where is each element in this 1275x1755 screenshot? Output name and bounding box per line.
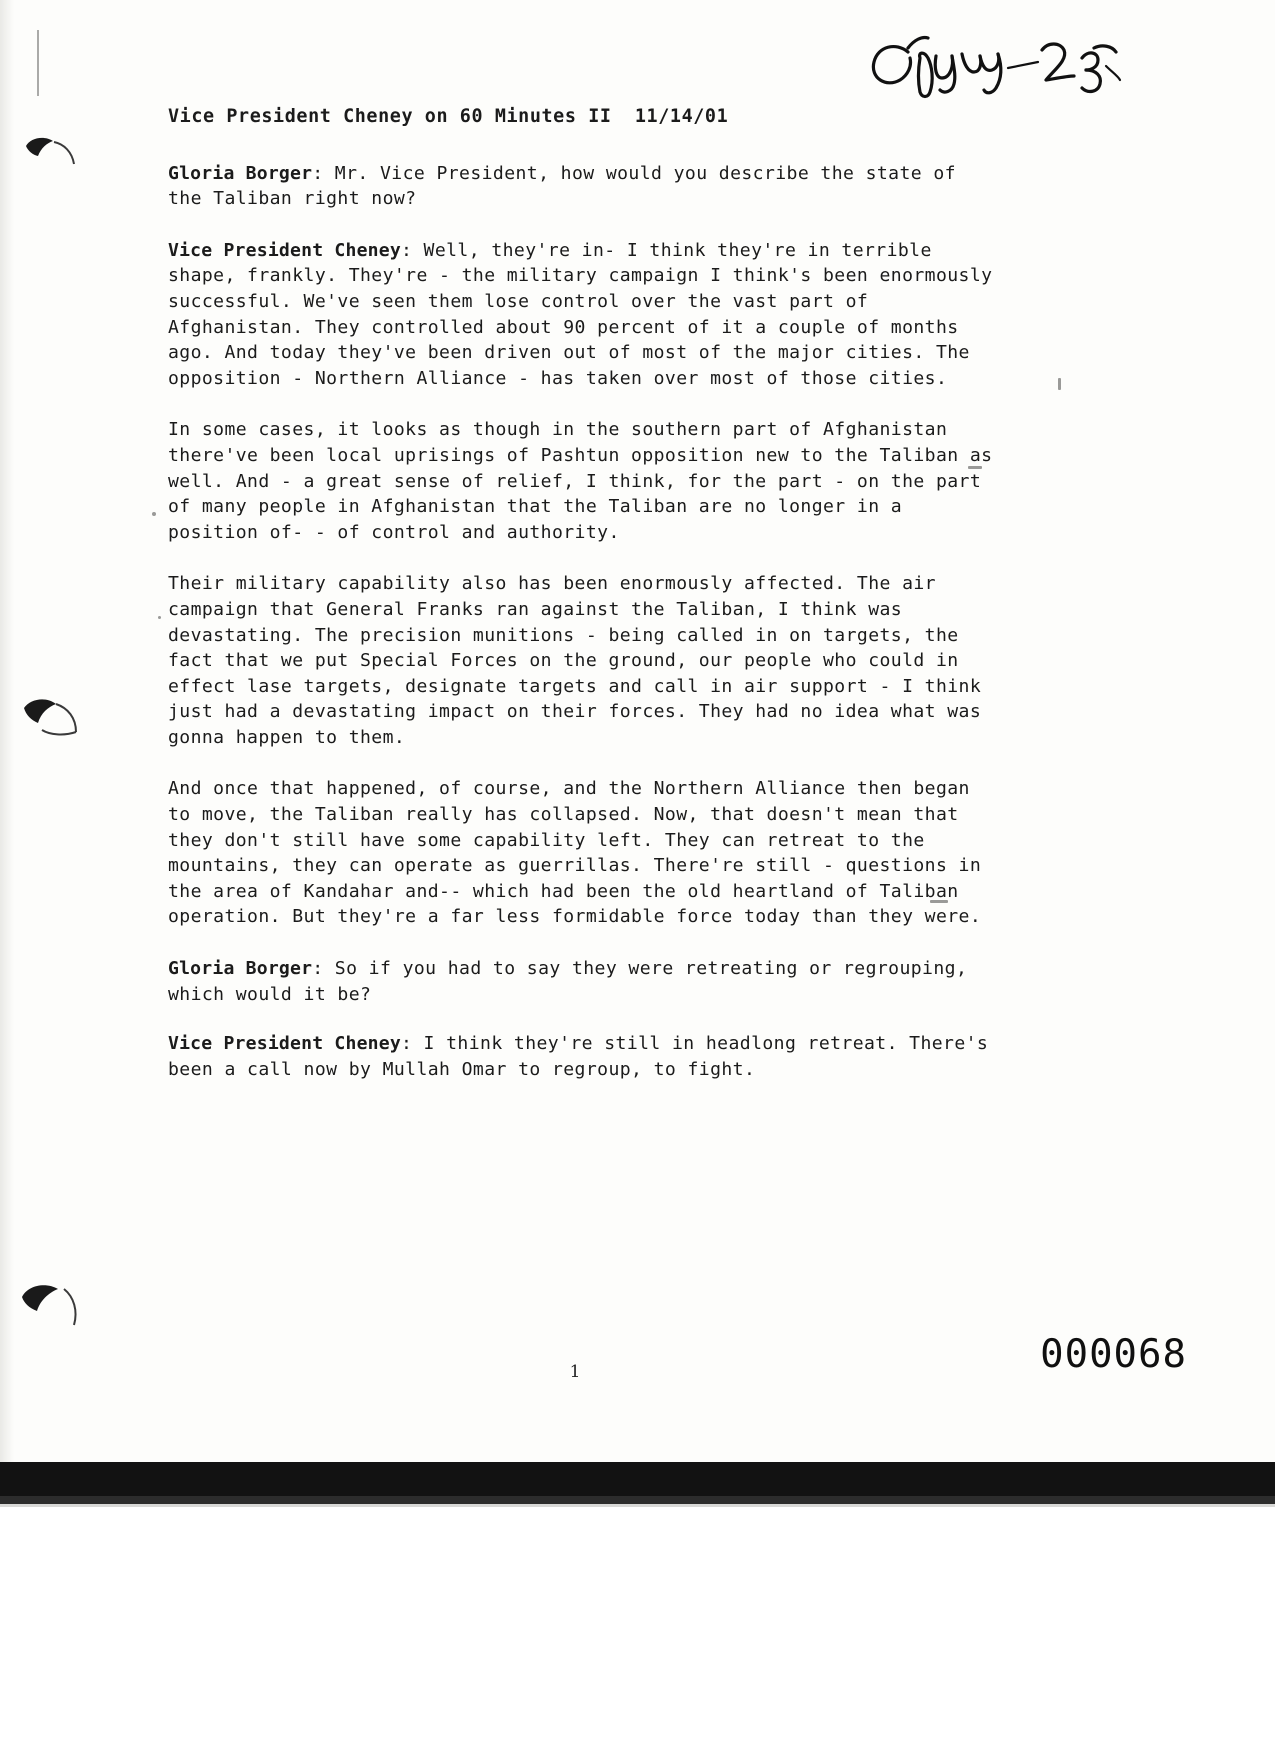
- document-title: Vice President Cheney on 60 Minutes II 11/14/01: [168, 106, 729, 127]
- transcript-entry: [168, 238, 1004, 392]
- transcript-entry: [168, 776, 998, 930]
- scan-speckle: [1058, 378, 1061, 390]
- speaker-label: Vice President Cheney: [168, 1033, 401, 1055]
- speech-text: And once that happened, of course, and the Northern Alliance then began to move, the Taliban really has collapsed. Now, that doesn't mean that they don't still have some capability left. They can retreat to the mountains, they can operate as guerrillas. There're still - questions in the area of Kandahar and-- which had been the old heartland of Taliban operation. But they're a far less formidable force today than they were.: [168, 778, 993, 928]
- transcript-entry: [168, 417, 1004, 545]
- hole-punch-mark-top: [20, 130, 82, 182]
- speech-text: Their military capability also has been enormously affected. The air campaign that General Franks ran against the Taliban, I think was devastating. The precision munitions - being called in on targets, the fact that we put Special Forces on the ground, our people who could in effect lase targets, designate targets and call in air support - I think just had a devastating impact on their forces. They had no idea what was gonna happen to them.: [168, 573, 993, 748]
- speaker-label: Gloria Borger: [168, 958, 313, 980]
- document-body: [168, 104, 1004, 1108]
- hole-punch-mark-middle: [20, 690, 82, 742]
- speaker-label: Vice President Cheney: [168, 239, 401, 261]
- hole-punch-mark-bottom: [16, 1275, 78, 1327]
- speech-text: : Mr. Vice President, how would you describe the state of the Taliban right now?: [168, 162, 968, 210]
- paper-crease-mark: [37, 30, 39, 96]
- speech-text: : Well, they're in- I think they're in terrible shape, frankly. They're - the military campaign I think's been enormously successful. We've seen them lose control over the vast part of Afghanistan. They controlled about 90 percent of it a couple of months ago. And today they've been driven out of most of the major cities. The opposition - Northern Alliance - has taken over most of those cities.: [168, 239, 1004, 389]
- transcript-entry: [168, 571, 998, 750]
- scan-background-area: [0, 1504, 1275, 1755]
- transcript-entry: [168, 956, 998, 1007]
- scan-speckle: [158, 616, 161, 619]
- speech-text: : I think they're still in headlong retreat. There's been a call now by Mullah Omar to regroup, to fight.: [168, 1033, 1000, 1080]
- transcript-entry: [168, 161, 998, 212]
- speaker-label: Gloria Borger: [168, 162, 313, 184]
- transcript-entry: [168, 1031, 998, 1082]
- page-number: 1: [569, 1362, 581, 1382]
- speech-text: In some cases, it looks as though in the southern part of Afghanistan there've been local uprisings of Pashtun opposition new to the Taliban as well. And - a great sense of relief, I think, for the part - on the part of many people in Afghanistan that the Taliban are no longer in a position of- - of control and authority.: [168, 419, 1004, 543]
- scan-bottom-edge: [0, 1462, 1275, 1496]
- speech-text: : So if you had to say they were retreating or regrouping, which would it be?: [168, 958, 979, 1005]
- handwritten-copy-annotation: [862, 18, 1122, 102]
- scan-left-edge: [0, 0, 14, 1462]
- scan-speckle: [152, 512, 156, 516]
- bates-stamp-number: 000068: [1040, 1332, 1187, 1377]
